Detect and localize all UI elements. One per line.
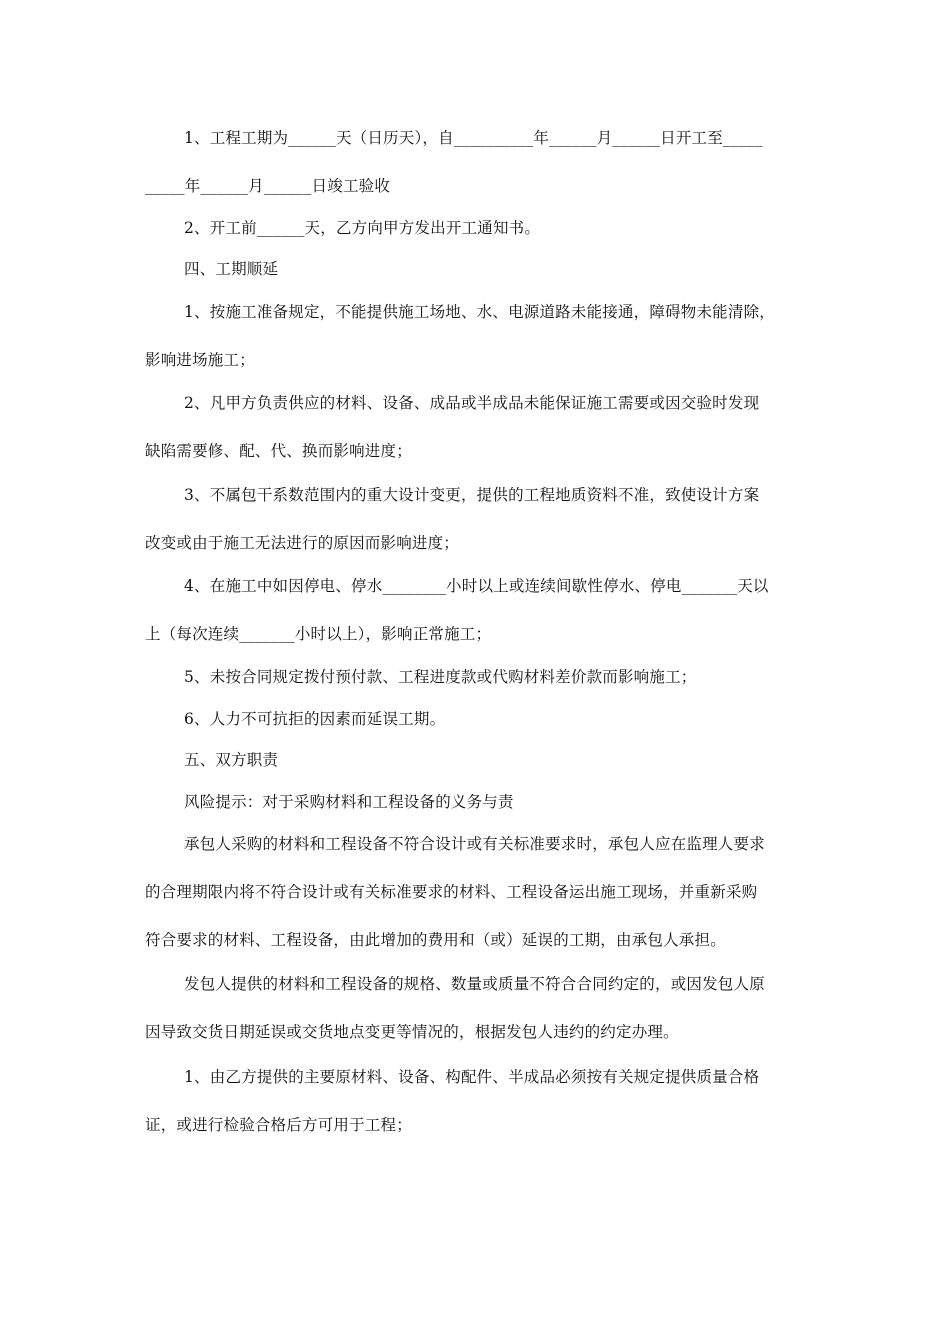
paragraph-line: 承包人采购的材料和工程设备不符合设计或有关标准要求时，承包人应在监理人要求 [184, 835, 765, 853]
paragraph-line: 因导致交货日期延误或交货地点变更等情况的，根据发包人违约的约定办理。 [145, 1023, 679, 1041]
paragraph-line: _____年______月______日竣工验收 [145, 177, 391, 195]
paragraph-line: 符合要求的材料、工程设备，由此增加的费用和（或）延误的工期，由承包人承担。 [145, 931, 726, 949]
paragraph-line: 1、按施工准备规定，不能提供施工场地、水、电源道路未能接通，障碍物未能清除， [184, 303, 775, 321]
paragraph-line: 缺陷需要修、配、代、换而影响进度； [145, 442, 412, 460]
paragraph-line: 4、在施工中如因停电、停水________小时以上或连续间歇性停水、停电_______天以 [184, 577, 769, 595]
paragraph-line: 的合理期限内将不符合设计或有关标准要求的材料、工程设备运出施工现场，并重新采购 [145, 883, 758, 901]
section-heading: 四、工期顺延 [184, 260, 279, 278]
paragraph-line: 发包人提供的材料和工程设备的规格、数量或质量不符合合同约定的，或因发包人原 [184, 975, 765, 993]
paragraph-line: 3、不属包干系数范围内的重大设计变更，提供的工程地质资料不准，致使设计方案 [184, 486, 760, 504]
paragraph-line: 2、开工前______天，乙方向甲方发出开工通知书。 [184, 219, 541, 237]
paragraph-line: 改变或由于施工无法进行的原因而影响进度； [145, 534, 460, 552]
paragraph-line: 6、人力不可抗拒的因素而延误工期。 [184, 710, 446, 728]
paragraph-line: 上（每次连续_______小时以上），影响正常施工； [145, 625, 492, 643]
risk-notice: 风险提示：对于采购材料和工程设备的义务与责 [184, 793, 514, 811]
paragraph-line: 影响进场施工； [145, 351, 255, 369]
paragraph-line: 5、未按合同规定拨付预付款、工程进度款或代购材料差价款而影响施工； [184, 668, 697, 686]
section-heading: 五、双方职责 [184, 751, 279, 769]
paragraph-line: 1、由乙方提供的主要原材料、设备、构配件、半成品必须按有关规定提供质量合格 [184, 1068, 760, 1086]
paragraph-line: 证，或进行检验合格后方可用于工程； [145, 1116, 412, 1134]
paragraph-line: 2、凡甲方负责供应的材料、设备、成品或半成品未能保证施工需要或因交验时发现 [184, 394, 760, 412]
paragraph-line: 1、工程工期为______天（日历天），自__________年______月______日开工至_____ [184, 129, 763, 147]
